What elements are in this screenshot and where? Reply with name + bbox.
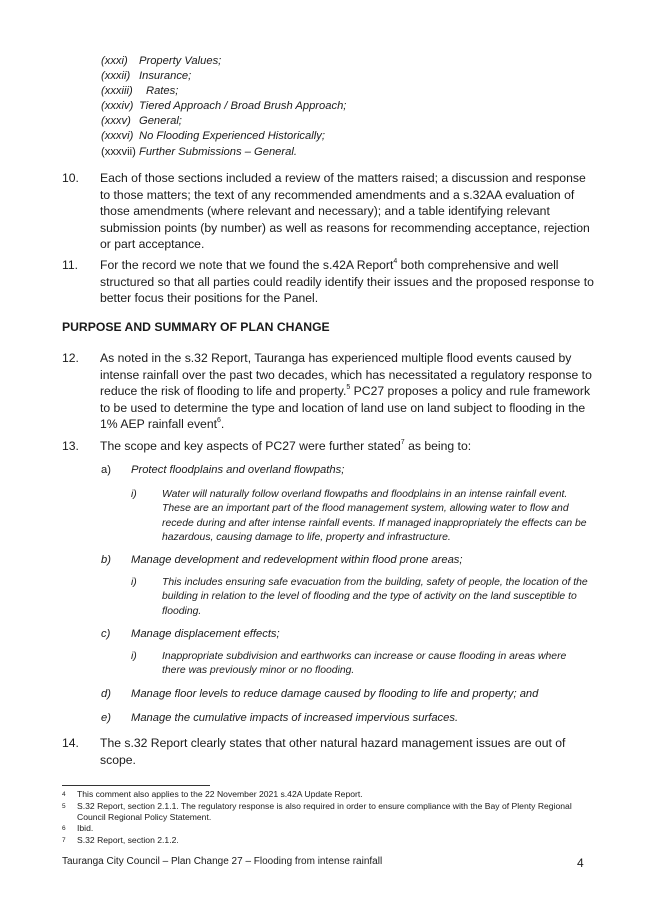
paragraph-12: 12. As noted in the s.32 Report, Tauranga has experienced multiple flood events caused by intense rainfall over the past two decades, which has necessitated a regulatory response to reduce the risk of flooding to life and property.$^5$ PC27 proposes a policy and rule framework to be used to determine the type and location of land use on land subject to flooding in the 1% AEP rainfall event$^6$.: [62, 351, 592, 432]
sub-item-b-i: i) This includes ensuring safe evacuation from the building, safety of people, the location of the building in relation to the level of flooding and the type of activity on the land susceptible to flooding.: [131, 577, 588, 617]
footnote-ref: 7: [400, 439, 405, 446]
footnote-ref: 5: [346, 384, 351, 392]
paragraph-14: 14. The s.32 Report clearly states that other natural hazard management issues are out of scope.: [62, 736, 566, 767]
sub-item-e: e) Manage the cumulative impacts of increased impervious surfaces.: [101, 712, 459, 724]
page-footer: Tauranga City Council – Plan Change 27 – Flooding from intense rainfall: [62, 856, 383, 867]
sub-item-c: c) Manage displacement effects;: [101, 628, 280, 640]
paragraph-13: 13. The scope and key aspects of PC27 were further stated$^7$ as being to:: [62, 439, 472, 453]
list-item: (xxxv) General;: [101, 115, 182, 127]
list-item: (xxxii) Insurance;: [101, 70, 192, 82]
sub-item-a-i: i) Water will naturally follow overland flowpaths and floodplains in an intense rainfall event. These are an important part of the flood management system, allowing water to flow and recede during and after intense rainfall events. If managed inappropriately the effects can be hazardous, causing damage to life, property and infrastructure.: [131, 489, 587, 544]
sub-item-a: a) Protect floodplains and overland flowpaths;: [101, 464, 345, 476]
footnote: 6 Ibid.: [62, 823, 94, 833]
footnote: 5 S.32 Report, section 2.1.1. The regulatory response is also required in order to ensure compliance with the Bay of Plenty Regional Council Regional Policy Statement.: [62, 801, 572, 822]
page-number: 4: [577, 856, 584, 870]
sub-item-d: d) Manage floor levels to reduce damage caused by flooding to life and property; and: [101, 688, 539, 700]
paragraph-11: 11. For the record we note that we found the s.42A Report$^4$ both comprehensive and well structured so that all parties could readily identify their issues and the proposed response to better focus their positions for the Panel.: [62, 258, 594, 306]
sub-item-c-i: i) Inappropriate subdivision and earthworks can increase or cause flooding in areas where there was previously minor or no flooding.: [131, 651, 567, 677]
footnote-ref: 6: [216, 417, 221, 425]
footnote-divider: [62, 785, 210, 786]
list-item: (xxxiv) Tiered Approach / Broad Brush Approach;: [101, 100, 347, 112]
section-heading: PURPOSE AND SUMMARY OF PLAN CHANGE: [62, 320, 330, 334]
footnote: 7 S.32 Report, section 2.1.2.: [62, 835, 179, 845]
list-item: (xxxvi) No Flooding Experienced Historically;: [101, 130, 325, 142]
footnote-ref: 4: [393, 258, 398, 265]
sub-item-b: b) Manage development and redevelopment within flood prone areas;: [101, 554, 463, 566]
list-item: (xxxvii) Further Submissions – General.: [101, 146, 297, 158]
footnote: 4 This comment also applies to the 22 November 2021 s.42A Update Report.: [62, 789, 363, 799]
list-item: (xxxi) Property Values;: [101, 55, 222, 67]
paragraph-10: 10. Each of those sections included a review of the matters raised; a discussion and response to those matters; the text of any recommended amendments and a s.32AA evaluation of those amendments (where relevant and necessary); and a table identifying relevant submission points (by number) as well as reasons for recommending acceptance, rejection or part acceptance.: [62, 171, 590, 252]
list-item: (xxxiii) Rates;: [101, 85, 179, 97]
